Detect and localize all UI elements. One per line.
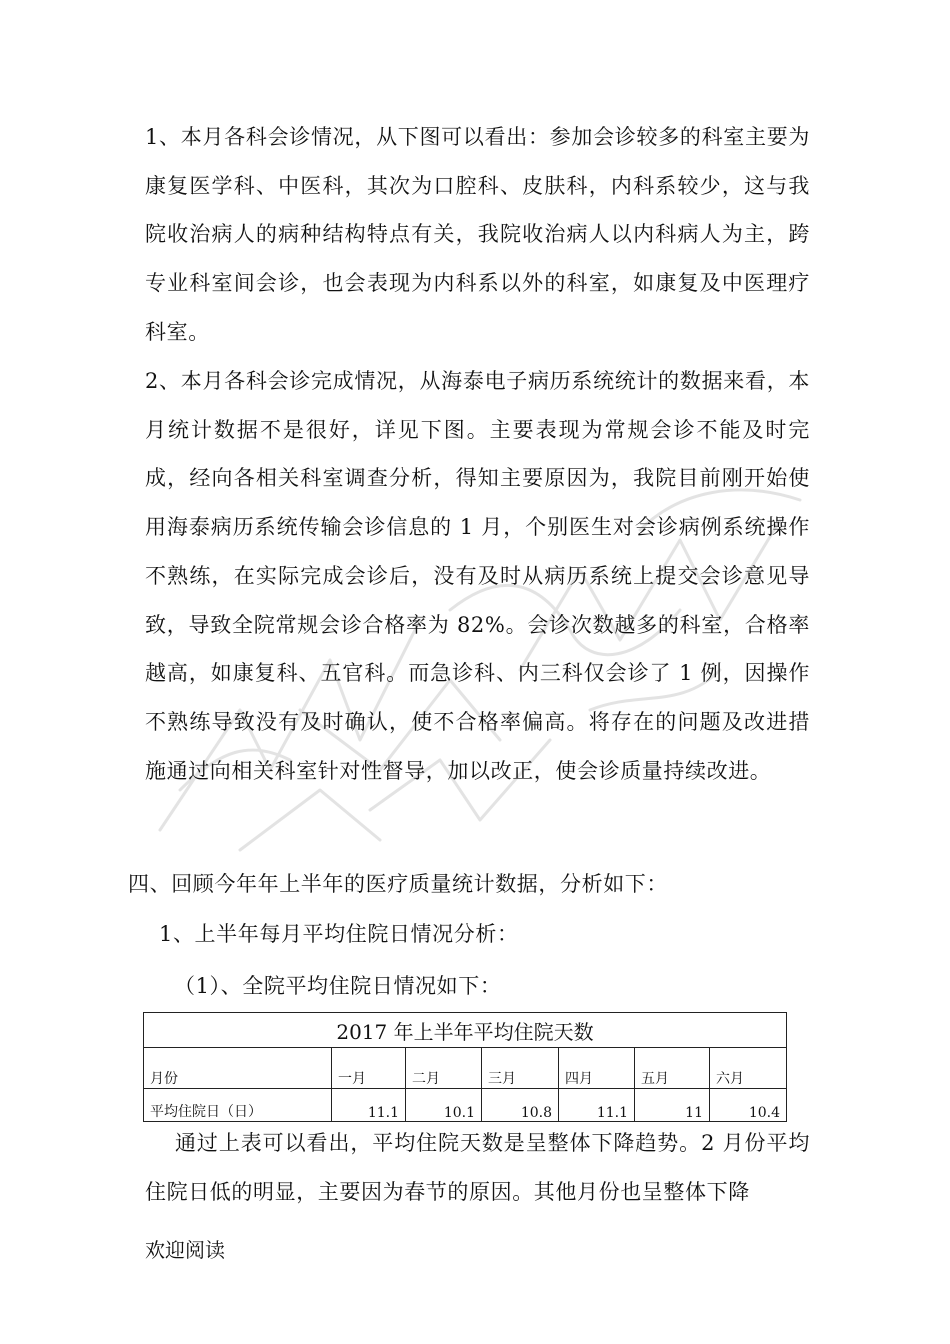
paragraph-consultation-overview: 1、本月各科会诊情况，从下图可以看出：参加会诊较多的科室主要为康复医学科、中医科，其次为口腔科、皮肤科，内科系较少，这与我院收治病人的病种结构特点有关，我院收治病人以内科病人为主，跨专业科室间会诊，也会表现为内科系以外的科室，如康复及中医理疗科室。 <box>145 125 810 344</box>
table-cell: 10.8 <box>482 1089 559 1122</box>
section-heading-4: 四、回顾今年年上半年的医疗质量统计数据，分析如下： <box>128 872 668 896</box>
avg-stay-table <box>143 1012 787 1122</box>
table-row <box>144 1089 787 1122</box>
table-row-label: 平均住院日（日） <box>144 1089 332 1122</box>
table-cell: 11.1 <box>559 1089 635 1122</box>
paragraph-consultation-completion: 2、本月各科会诊完成情况，从海泰电子病历系统统计的数据来看，本月统计数据不是很好，详见下图。主要表现为常规会诊不能及时完成，经向各相关科室调查分析，得知主要原因为，我院目前刚开始使用海泰病历系统传输会诊信息的 1 月，个别医生对会诊病例系统操作不熟练，在实际完成会诊后，没有及时从病历系统上提交会诊意见导致，导致全院常规会诊合格率为 82%。会诊次数越多的科室，合格率越高，如康复科、五官科。而急诊科、内三科仅会诊了 1 例，因操作不熟练导致没有及时确认，使不合格率偏高。将存在的问题及改进措施通过向相关科室针对性督导，加以改正，使会诊质量持续改进。 <box>145 369 810 783</box>
paragraph-table-analysis: 通过上表可以看出，平均住院天数是呈整体下降趋势。2 月份平均住院日低的明显，主要因为春节的原因。其他月份也呈整体下降 <box>145 1131 810 1204</box>
table-caption: 2017 年上半年平均住院天数 <box>144 1013 787 1048</box>
table-cell: 10.4 <box>710 1089 787 1122</box>
table-header-cell: 六月 <box>710 1048 787 1089</box>
table-row <box>144 1048 787 1089</box>
table-header-label: 月份 <box>144 1048 332 1089</box>
table-header-cell: 四月 <box>559 1048 635 1089</box>
table-header-cell: 二月 <box>406 1048 482 1089</box>
table-cell: 10.1 <box>406 1089 482 1122</box>
subsection-heading-4-1-1: （1）、全院平均住院日情况如下： <box>174 974 502 998</box>
table-header-cell: 五月 <box>635 1048 710 1089</box>
table-header-cell: 一月 <box>332 1048 406 1089</box>
table-cell: 11.1 <box>332 1089 406 1122</box>
subsection-heading-4-1: 1、上半年每月平均住院日情况分析： <box>159 922 519 946</box>
table-cell: 11 <box>635 1089 710 1122</box>
table-header-cell: 三月 <box>482 1048 559 1089</box>
footer-text: 欢迎阅读 <box>145 1238 225 1262</box>
table-caption-row <box>144 1013 787 1048</box>
